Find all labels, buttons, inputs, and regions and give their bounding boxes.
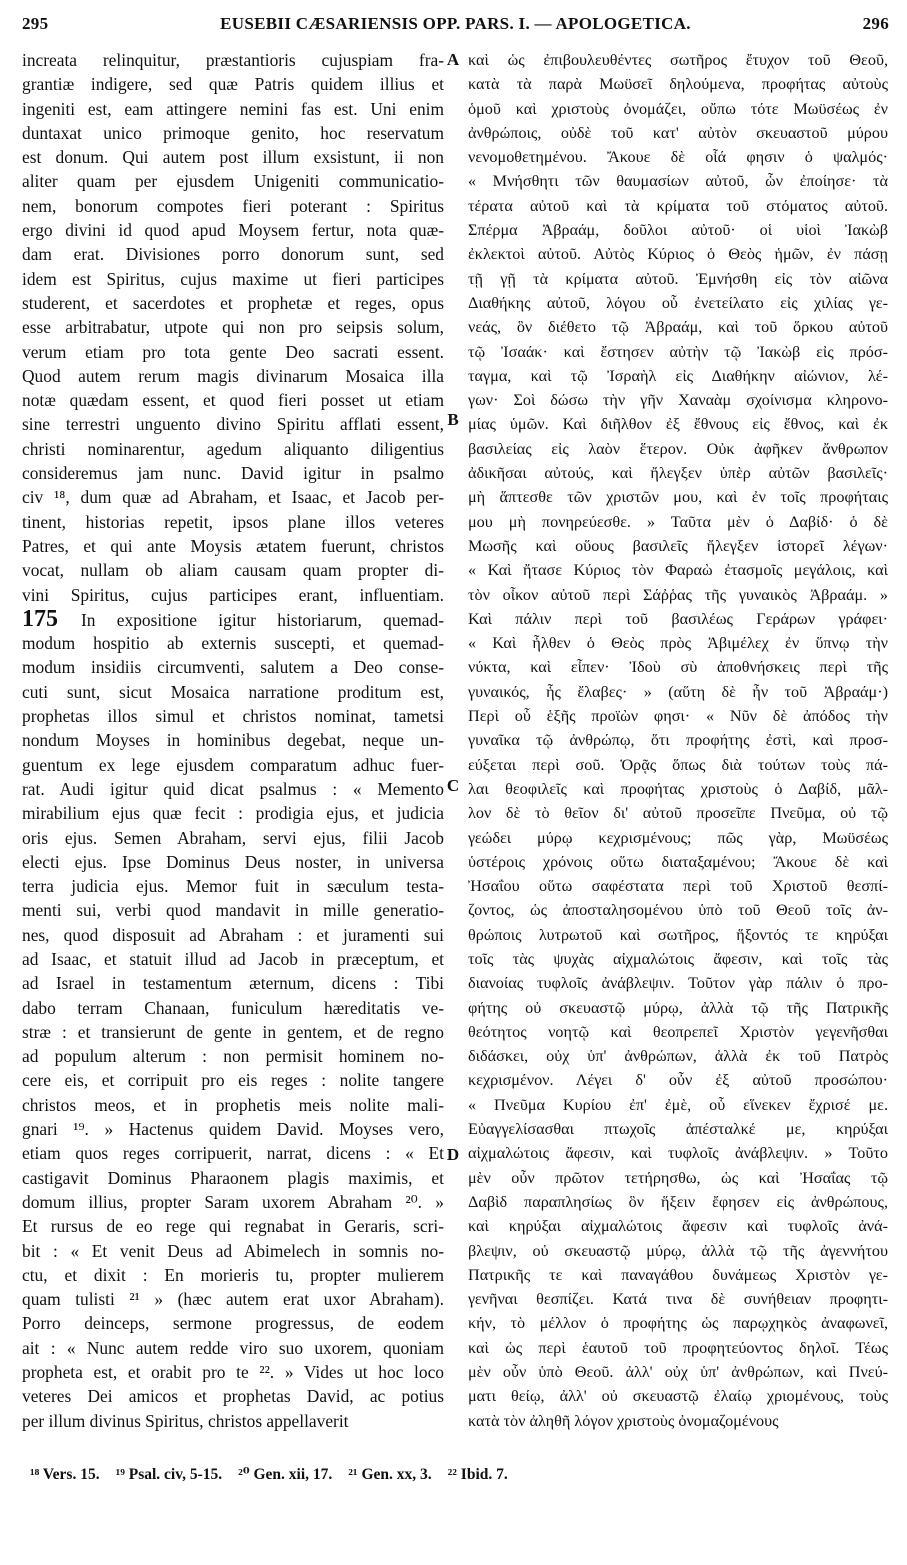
- latin-text-line: ad populum alterum : non permisit hominem no-: [22, 1046, 444, 1067]
- latin-text-line: menti sui, verbi quod mandavit in mille generatio-: [22, 900, 444, 921]
- greek-text-line: ζοντος, ὡς ἀποσταλησομένου ὑπὸ τοῦ Θεοῦ τοῖς ἀν-: [468, 901, 888, 920]
- greek-text-line: Δαβὶδ παραπλησίως ὃν ἥξειν ἔφησεν εἰς ἀνθρώπους,: [468, 1192, 888, 1211]
- latin-text-line: electi ejus. Ipse Dominus Deus noster, in universa: [22, 851, 444, 872]
- latin-text-line: duntaxat unico primoque genito, hoc reservatum: [22, 122, 444, 143]
- greek-text-line: ἀνθρώποις, οὐδὲ τοῦ κατ' αὐτὸν σκευαστοῦ μύρου: [468, 123, 888, 142]
- greek-text-line: βασιλείας εἰς λαὸν ἕτερον. Οὐκ ἀφῆκεν ἄνθρωπον: [468, 439, 888, 458]
- greek-text-line: Διαθήκης αὐτοῦ, λόγου οὗ ἐνετείλατο εἰς χιλίας γε-: [468, 293, 888, 312]
- section-number: 175: [22, 606, 81, 632]
- greek-text-line: ἀδικῆσαι αὐτούς, καὶ ἤλεγξεν ὑπὲρ αὐτῶν βασιλεῖς·: [468, 464, 888, 483]
- latin-text-line: ergo divini id quod apud Moysem fertur, nota quæ-: [22, 220, 444, 241]
- greek-text-line: Εὐαγγελίσασθαι πτωχοῖς ἀπέσταλκέ με, κηρύξαι: [468, 1120, 888, 1139]
- greek-text-line: τῇ γῇ τὰ κρίματα αὐτοῦ. Ἐμνήσθη εἰς τὸν αἰῶνα: [468, 269, 888, 288]
- latin-text-line: mirabilium ejus quæ fecit : prodigia ejus, et judicia: [22, 803, 444, 824]
- greek-text-line: νενομοθετημένου. Ἄκουε δὲ οἷά φησιν ὁ ψαλμός·: [468, 148, 888, 167]
- greek-text-line: Περὶ οὗ ἑξῆς προϊὼν φησι· « Νῦν δὲ ἀπόδος τὴν: [468, 707, 888, 726]
- latin-text-line: tinent, historias repetit, ipsos plane illos veteres: [22, 511, 444, 532]
- greek-text-line: φήτης οὐ σκευαστῷ μύρῳ, ἀλλὰ τῷ τῆς Πατρικῆς: [468, 998, 888, 1017]
- latin-text-line: terra judicia ejus. Memor fuit in sæculum testa-: [22, 876, 444, 897]
- latin-text-line: domum illius, propter Saram uxorem Abraham ²⁰. »: [22, 1191, 444, 1212]
- latin-text-line: aliter quam per ejusdem Unigeniti communicatio-: [22, 171, 444, 192]
- latin-text-line: ait : « Nunc autem redde viro suo uxorem, quoniam: [22, 1337, 444, 1358]
- greek-text-line: λον δὲ τὸ θεῖον δι' αὐτοῦ προσεῖπε Πνεῦμα, οὐ τῷ: [468, 804, 888, 823]
- greek-text-line: γενῆναι θεσπίζει. Κατά τινα δὲ συνήθειαν προφητι-: [468, 1290, 888, 1309]
- section-first-line: In expositione igitur historiarum, quemad-: [80, 609, 444, 630]
- greek-text-line: ὁμοῦ καὶ χριστοὺς ὀνομάζει, οὔπω τότε Μωϋσέως ἐν: [468, 99, 888, 118]
- greek-text-line: αἰχμαλώτοις ἄφεσιν, καὶ τυφλοῖς ἀνάβλεψιν. » Τοῦτο: [468, 1144, 888, 1163]
- footnote: ¹⁹ Psal. civ, 5-15.: [115, 1466, 223, 1483]
- latin-text-line: christos meos, et in prophetis meis nolite mali-: [22, 1094, 444, 1115]
- greek-text-line: μὲν οὖν ὑπὸ Θεοῦ. ἀλλ' οὐχ ὑπ' ἀνθρώπων, καὶ Πνεύ-: [468, 1363, 888, 1382]
- latin-text-line: Et rursus de eo rege qui regnabat in Geraris, scri-: [22, 1216, 444, 1237]
- greek-text-line: « Καὶ ἤτασε Κύριος τὸν Φαραὼ ἐτασμοῖς μεγάλοις, καὶ: [468, 561, 888, 580]
- latin-text-line: modum hospitio ab externis suscepti, et quemad-: [22, 633, 444, 654]
- greek-text-line: κήν, τὸ μέλλον ὁ προφήτης ὡς παρῳχηκὸς ἀναφωνεῖ,: [468, 1314, 888, 1333]
- greek-text-line: Πατρικῆς τε καὶ παναγάθου δυνάμεως Χριστὸν γε-: [468, 1265, 888, 1284]
- running-header: [22, 14, 889, 42]
- greek-text-line: νεάς, ὃν διέθετο τῷ Ἀβραάμ, καὶ τοῦ ὅρκου αὐτοῦ: [468, 318, 888, 337]
- greek-text-line: μου μὴ πονηρεύεσθε. » Ταῦτα μὲν ὁ Δαβίδ· ὁ δὲ: [468, 512, 888, 531]
- latin-text-line: vini Spiritus, cujus participes erant, influentiam.: [22, 584, 444, 605]
- greek-text-line: γυναικός, ἧς ἔλαβες· » (αὕτη δὲ ἦν τοῦ Ἀβραάμ·): [468, 682, 888, 701]
- greek-text-line: Μωσῆς καὶ οὕους βασιλεῖς ἤλεγξεν ἱστορεῖ λέγων·: [468, 536, 888, 555]
- greek-text-line: καὶ ὡς περὶ ἑαυτοῦ τοῦ προφητεύοντος δηλοῖ. Τέως: [468, 1338, 888, 1357]
- latin-text-line: castigavit Dominus Pharaonem plagis maximis, et: [22, 1167, 444, 1188]
- greek-text-line: ταγμα, καὶ τῷ Ἰσραὴλ εἰς Διαθήκην αἰώνιον, λέ-: [468, 366, 888, 385]
- latin-text-line: grantiæ indigere, sed quæ Patris quidem illius et: [22, 74, 444, 95]
- latin-text-line: bit : « Et venit Deus ad Abimelech in somnis no-: [22, 1240, 444, 1261]
- latin-text-line: Patres, et qui ante Moysis ætatem fuerunt, christos: [22, 535, 444, 556]
- greek-text-line: Ἠσαΐου οὕτω σαφέστατα περὶ τοῦ Χριστοῦ θεσπί-: [468, 877, 888, 896]
- latin-text-line: christi nominarentur, agedum aliquanto diligentius: [22, 438, 444, 459]
- greek-column: [468, 48, 888, 1433]
- page-number-right: 296: [862, 14, 889, 33]
- greek-text-line: καὶ ὡς ἐπιβουλευθέντες σωτῆρος ἔτυχον τοῦ Θεοῦ,: [468, 51, 888, 69]
- latin-text-line: sine terrestri unguento divino Spiritu afflati essent,: [22, 414, 444, 435]
- greek-text-line: λαι θεοφιλεῖς καὶ προφήτας χριστοὺς ὁ Δαβίδ, μᾶλ-: [468, 779, 888, 798]
- latin-text-line: oris ejus. Semen Abraham, servi ejus, filii Jacob: [22, 827, 444, 848]
- greek-text-line: βλεψιν, οὐ σκευαστῷ μύρῳ, ἀλλὰ τῷ τῆς ἀγεννήτου: [468, 1241, 888, 1260]
- latin-text-line: veteres Dei amicos et prophetas David, ac potius: [22, 1386, 444, 1407]
- greek-text-line: κεχρισμένον. Λέγει δ' οὖν ἐξ αὐτοῦ προσώπου·: [468, 1071, 888, 1090]
- greek-text-line: ὑστέροις χρόνοις οὕτω διαταξαμένου; Ἄκουε δὲ καὶ: [468, 852, 888, 871]
- footnote: ¹⁸ Vers. 15.: [30, 1466, 100, 1483]
- margin-marker-b: B: [447, 410, 459, 429]
- latin-text-line: nondum Moyses in hominibus degebat, neque un-: [22, 730, 444, 751]
- latin-text-line: quam tulisti ²¹ » (hæc autem erat uxor Abraham).: [22, 1289, 444, 1310]
- latin-text-line: increata relinquitur, præstantioris cujuspiam fra-: [22, 50, 444, 70]
- latin-text-line: consideremus jam nunc. David igitur in psalmo: [22, 463, 444, 484]
- greek-text-line: μίας ὑμῶν. Καὶ διῆλθον ἐξ ἔθνους εἰς ἔθνος, καὶ ἐκ: [468, 415, 888, 434]
- greek-text-line: τέρατα αὐτοῦ καὶ τὰ κρίματα τοῦ στόματος αὐτοῦ.: [468, 196, 888, 215]
- latin-text-line: dabo terram Chanaan, funiculum hæreditatis ve-: [22, 997, 444, 1018]
- greek-text-line: κατὰ τὸν ἀληθῆ λόγον χριστοὺς ὀνομαζομένους: [468, 1411, 779, 1430]
- latin-text-line: est donum. Qui autem post illum exsistunt, ii non: [22, 147, 444, 168]
- greek-text-line: Καὶ πάλιν περὶ τοῦ βασιλέως Γεράρων γράφει·: [468, 609, 888, 628]
- latin-text-line: rat. Audi igitur quid dicat psalmus : « Memento: [22, 778, 444, 799]
- greek-text-line: μὲν οὖν πρῶτον τετήρησθω, ὡς καὶ Ἠσαΐας τῷ: [468, 1168, 888, 1187]
- latin-text-line: ctu, et dixit : En morieris tu, propter mulierem: [22, 1264, 444, 1285]
- latin-text-line: propheta est, et orabit pro te ²². » Vides ut hoc loco: [22, 1362, 444, 1383]
- latin-text-line: cuti sunt, sicut Mosaica narratione proditum est,: [22, 681, 444, 702]
- latin-text-line: etiam quos reges corripuerit, narrat, dicens : « Et: [22, 1143, 444, 1164]
- latin-text-line: nem, bonorum compotes fieri poterant : Spiritus: [22, 195, 444, 216]
- latin-column: [22, 48, 444, 1433]
- margin-marker-c: C: [446, 776, 460, 795]
- greek-text-line: εύξεται περὶ σοῦ. Ὁρᾷς ὅπως διὰ τούτων τοὺς πά-: [468, 755, 888, 774]
- latin-text-line: idem est Spiritus, cujus maxime ut fieri participes: [22, 268, 444, 289]
- greek-text-line: διανοίας τυφλοῖς ἀνάβλεψιν. Τοῦτον γὰρ πάλιν ὁ προ-: [468, 974, 888, 993]
- latin-text-line: ingeniti est, eam attingere nemini fas est. Uni enim: [22, 98, 444, 119]
- greek-text-line: γυναῖκα τῷ ἀνθρώπῳ, ὅτι προφήτης ἐστὶ, καὶ προσ-: [468, 731, 888, 750]
- greek-text-line: μὴ ἅπτεσθε τῶν χριστῶν μου, καὶ ἐν τοῖς προφήταις: [468, 488, 888, 507]
- greek-text-line: « Πνεῦμα Κυρίου ἐπ' ἐμὲ, οὗ εἵνεκεν ἔχρισέ με.: [468, 1095, 888, 1114]
- greek-text-line: θρώποις λυτρωτοῦ καὶ σωτῆρος, ἥξοντός τε κηρύξαι: [468, 925, 888, 944]
- greek-text-line: τὸν οἶκον αὐτοῦ περὶ Σάῤῥας τῆς γυναικὸς Ἀβραάμ. »: [468, 585, 888, 604]
- latin-text-line: Quod autem rerum magis divinarum Mosaica illa: [22, 365, 444, 386]
- latin-text-line: stræ : et transierunt de gente in gentem, et de regno: [22, 1021, 444, 1042]
- greek-text-line: θεότητος νοητῷ καὶ θεοπρεπεῖ Χριστὸν γεγενῆσθαι: [468, 1022, 888, 1041]
- greek-text-line: Σπέρμα Ἀβραάμ, δοῦλοι αὐτοῦ· οἱ υἱοὶ Ἰακὼβ: [468, 221, 888, 240]
- greek-text-line: ματι θείῳ, ἀλλ' οὐ σκευαστῷ ἐλαίῳ χριομένους, τοὺς: [468, 1387, 888, 1406]
- greek-text-line: τῷ Ἰσαάκ· καὶ ἔστησεν αὐτὴν τῷ Ἰακὼβ εἰς πρόσ-: [468, 342, 888, 361]
- footnote: ²² Ibid. 7.: [447, 1466, 508, 1483]
- latin-text-line: Porro deinceps, sermone progressus, de eodem: [22, 1313, 444, 1334]
- latin-text-line: [22, 607, 444, 631]
- latin-text-line: prophetas illos simul et christos nominat, tametsi: [22, 706, 444, 727]
- latin-text-line: ad Isaac, et statuit illud ad Jacob in præceptum, et: [22, 948, 444, 969]
- greek-text-line: ἐκλεκτοὶ αὐτοῦ. Αὐτὸς Κύριος ὁ Θεὸς ἡμῶν, ἐν πάσῃ: [468, 245, 888, 264]
- greek-text-line: κατὰ τὰ παρὰ Μωϋσεῖ δηλούμενα, προφήτας αὐτοὺς: [468, 75, 888, 94]
- latin-text-line: modum insidiis circumventi, salutem a Deo conse-: [22, 657, 444, 678]
- footnote: ²⁰ Gen. xii, 17.: [238, 1466, 333, 1483]
- greek-text-line: νύκτα, καὶ εἶπεν· Ἰδοὺ σὺ ἀποθνήσκεις περὶ τῆς: [468, 658, 888, 677]
- margin-marker-d: D: [446, 1145, 460, 1164]
- latin-text-line: cere eis, et corripuit pro eis reges : nolite tangere: [22, 1070, 444, 1091]
- margin-marker-a: A: [446, 50, 460, 69]
- greek-text-line: γεώδει μύρῳ κεχρισμένους; πῶς γὰρ, Μωϋσέως: [468, 828, 888, 847]
- greek-text-line: « Μνήσθητι τῶν θαυμασίων αὐτοῦ, ὧν ἐποίησε· τὰ: [468, 172, 888, 191]
- greek-text-line: « Καὶ ἦλθεν ὁ Θεὸς πρὸς Ἀβιμέλεχ ἐν ὕπνῳ τὴν: [468, 634, 888, 653]
- latin-text-line: nes, quod disposuit ad Abraham : et juramenti sui: [22, 924, 444, 945]
- latin-text-line: guentum ex lege ejusdem comparatum adhuc fuer-: [22, 754, 444, 775]
- footnotes: [30, 1464, 887, 1484]
- greek-text-line: διδάσκει, οὐχ ὑπ' ἀνθρώπων, ἀλλὰ ἐκ τοῦ Πατρὸς: [468, 1047, 888, 1066]
- page-number-left: 295: [22, 14, 49, 33]
- latin-text-line: per illum divinus Spiritus, christos appellaverit: [22, 1410, 349, 1431]
- greek-text-line: τοῖς τὰς ψυχὰς αἰχμαλώτοις ἄφεσιν, καὶ τοῖς τὰς: [468, 949, 888, 968]
- greek-text-line: καὶ κηρύξαι αἰχμαλώτοις ἄφεσιν καὶ τυφλοῖς ἀνά-: [468, 1217, 888, 1236]
- latin-text-line: verum etiam pro tota gente Deo sacrati essent.: [22, 341, 444, 362]
- latin-text-line: gnari ¹⁹. » Hactenus quidem David. Moyses vero,: [22, 1119, 444, 1140]
- latin-text-line: dam erat. Divisiones porro donorum sunt, sed: [22, 244, 444, 265]
- latin-text-line: civ ¹⁸, dum quæ ad Abraham, et Isaac, et Jacob per-: [22, 487, 444, 508]
- latin-text-line: notæ quædam essent, et quod fieri posset ut etiam: [22, 390, 444, 411]
- greek-text-line: γων· Σοὶ δώσω τὴν γῆν Χαναὰμ σχοίνισμα κληρονο-: [468, 391, 888, 410]
- latin-text-line: ad Israel in testamentum æternum, dicens : Tibi: [22, 973, 444, 994]
- running-title: EUSEBII CÆSARIENSIS OPP. PARS. I. — APOLOGETICA.: [220, 14, 691, 33]
- latin-text-line: esse arbitrabatur, utpote qui non pro seipsis solum,: [22, 317, 444, 338]
- latin-text-line: vocat, nullam ob aliam causam quam propter di-: [22, 560, 444, 581]
- latin-text-line: studerent, et sacerdotes et prophetæ et reges, opus: [22, 292, 444, 313]
- footnote: ²¹ Gen. xx, 3.: [348, 1466, 432, 1483]
